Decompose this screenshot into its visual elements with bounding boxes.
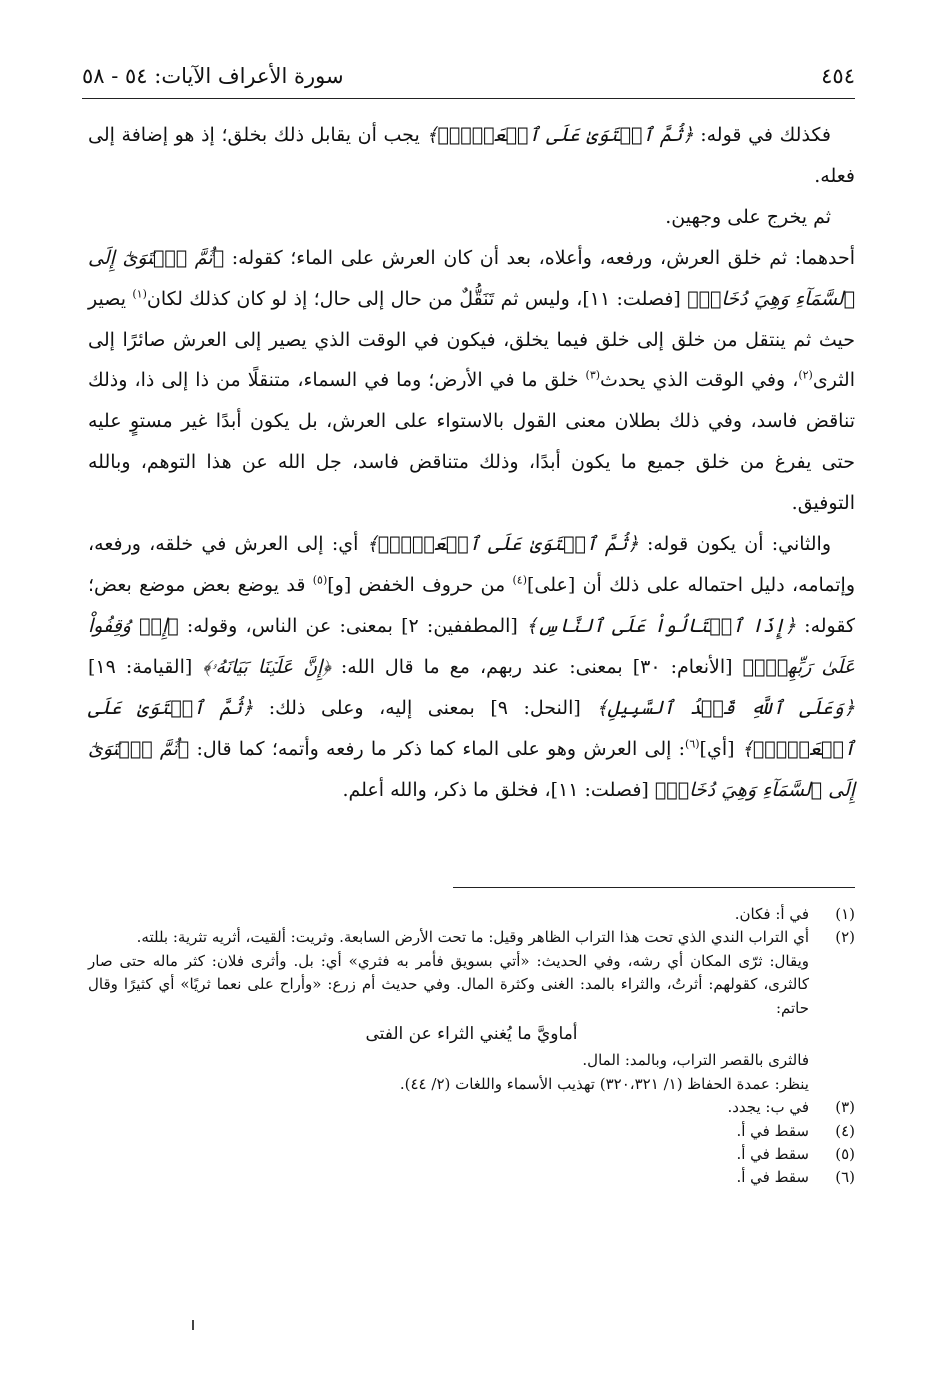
footnote-item — [88, 1120, 855, 1143]
footnote-number: (١) — [835, 905, 855, 923]
text-run: خلق ما في الأرض؛ وما في السماء، متنقلًا من ذا إلى ذا، وذلك تناقض فاسد، وفي ذلك بطلان معنى القول بالاستواء على العرش، بل يكون أبدًا غير مستوٍ عليه حتى يفرغ من خلق جميع ما يكون أبدًا، وذلك متناقض فاسد، جل الله عن هذا التوهم، وبالله التوفيق. — [88, 369, 855, 515]
footnote-ref[interactable]: (١) — [132, 287, 147, 301]
text-run: : إلى العرش وهو على الماء كما ذكر ما رفعه وأتمه؛ كما قال: — [189, 737, 686, 760]
text-run: [النحل: ٩] بمعنى إليه، وعلى ذلك: — [253, 696, 597, 719]
footnote-item — [88, 926, 855, 949]
text-run: [القيامة: ١٩] — [88, 655, 203, 678]
footnote-item — [88, 1143, 855, 1166]
footnotes — [88, 903, 855, 1190]
footnote-number: (٦) — [835, 1168, 855, 1187]
footnote-ref[interactable]: (٤) — [512, 573, 527, 587]
footnote-text: أي التراب الندي الذي تحت هذا التراب الظاهر وقيل: ما تحت الأرض السابعة. وثريت: ألقيت، أثريه تثرية: بللته. — [136, 928, 809, 947]
quran-verse: ﴿ثُمَّ ٱسۡتَوَىٰٓ إِلَى ٱلسَّمَآءِ وَهِيَ دُخَانٞ﴾ — [88, 737, 855, 801]
footnote-number: (٣) — [835, 1098, 855, 1117]
main-text — [88, 115, 855, 810]
footnote-text: في ب: يجدد. — [727, 1098, 809, 1117]
footnote-item — [88, 1096, 855, 1119]
footnote-ref[interactable]: (٥) — [312, 573, 328, 587]
page-number: ٤٥٤ — [821, 64, 855, 88]
footnote-ref[interactable]: (٢) — [798, 369, 813, 383]
footnote-number: (٥) — [835, 1145, 855, 1164]
footnote-item — [88, 903, 855, 926]
footnote-text: في أ: فكان. — [734, 905, 809, 923]
quran-verse: ﴿ثُمَّ ٱسۡتَوَىٰ عَلَى ٱلۡعَرۡشِۖ﴾ — [426, 124, 694, 146]
text-run: أحدهما: ثم خلق العرش، ورفعه، وأعلاه، بعد أن كان العرش على الماء؛ كقوله: — [224, 246, 855, 269]
text-run: من حروف الخفض [و] — [327, 573, 513, 596]
quran-verse: ﴿وَعَلَى ٱللَّهِ قَصۡدُ ٱلسَّبِيلِ﴾ — [596, 696, 855, 719]
footnote-text: سقط في أ. — [736, 1121, 809, 1140]
text-run: يجب أن يقابل ذلك بخلق؛ إذ هو إضافة إلى فعله. — [88, 124, 855, 187]
text-run: والثاني: أن يكون قوله: — [638, 533, 832, 556]
text-run: فكذلك في قوله: — [693, 124, 831, 146]
text-run: ، وفي الوقت الذي يحدث — [600, 369, 799, 392]
footnote-number: (٢) — [835, 928, 855, 947]
footnote-ref[interactable]: (٦) — [685, 737, 700, 751]
footnote-item — [88, 1166, 855, 1189]
footnote-divider — [453, 887, 855, 888]
quran-verse: ﴿إِذۡ وُقِفُواْ عَلَىٰ رَبِّهِمۡۚ﴾ — [88, 614, 855, 678]
running-title: سورة الأعراف الآيات: ٥٤ - ٥٨ — [82, 64, 344, 88]
paragraph-4 — [88, 524, 855, 810]
footnote-number: (٤) — [835, 1121, 855, 1140]
poem-verse: أماويَّ ما يُغني الثراء عن الفتى — [365, 1024, 578, 1045]
footnote-ref[interactable]: (٣) — [585, 369, 601, 383]
footnote-reference: ينظر: عمدة الحفاظ (١/ ٣٢٠،٣٢١) تهذيب الأسماء واللغات (٢/ ٤٤). — [399, 1074, 809, 1093]
footnote-continuation: ويقال: ثرّى المكان أي رشه، وفي الحديث: «أتي بسويق فأمر به فثري» أي: بل. وأثرى فلان: كثر ماله حتى صار كالثرى، كقولهم: أثرتُ، والثراء بالمد: الغنى وكثرة المال. وفي حديث أم زرع: «وأراح على نعما ثريًا» أي كثيرًا وقال حاتم: — [88, 951, 809, 1017]
paragraph-1 — [88, 115, 855, 197]
text-run: [فصلت: ١١]، فخلق ما ذكر، والله أعلم. — [342, 778, 655, 801]
quran-verse: ﴿ثُمَّ ٱسۡتَوَىٰ عَلَى ٱلۡعَرۡشِۖ﴾ — [88, 696, 855, 760]
text-run: قد يوضع بعض موضع بعض؛ كقوله: — [88, 573, 856, 637]
footnote-text: سقط في أ. — [736, 1168, 809, 1187]
scan-mark — [192, 1320, 194, 1330]
footnote-text: سقط في أ. — [736, 1145, 809, 1164]
text-run: [أي] — [699, 737, 742, 760]
page-header — [82, 58, 855, 99]
text-run: [فصلت: ١١]، وليس ثم تَنَقُّلٌ من حال إلى حال؛ إذ لو كان كذلك لكان — [146, 287, 688, 310]
footnote-continuation: فالثرى بالقصر التراب، وبالمد: المال. — [582, 1051, 809, 1070]
quran-verse: ﴿إِنَّ عَلَيۡنَا بَيَانَهُۥ﴾ — [202, 655, 331, 678]
text-run: [الأنعام: ٣٠] بمعنى: عند ربهم، مع ما قال الله: — [330, 655, 743, 678]
text-run: أي: إلى العرش في خلقه، ورفعه، وإتمامه، دليل احتماله على ذلك أن [على] — [88, 533, 856, 596]
quran-verse: ﴿ثُمَّ ٱسۡتَوَىٰٓ إِلَى ٱلسَّمَآءِ وَهِيَ دُخَانٞ﴾ — [88, 246, 855, 310]
paragraph-2: ثم يخرج على وجهين. — [665, 205, 831, 228]
text-run: [المطففين: ٢] بمعنى: عن الناس، وقوله: — [178, 614, 526, 637]
text-run: يصير حيث ثم ينتقل من خلق إلى خلق فيما يخلق، فيكون في الوقت الذي يصير إلى العرش صائرًا إلى الثرى — [88, 287, 855, 392]
quran-verse: ﴿إِذَا ٱكۡتَالُواْ عَلَى ٱلنَّاسِ﴾ — [525, 614, 796, 637]
quran-verse: ﴿ثُمَّ ٱسۡتَوَىٰ عَلَى ٱلۡعَرۡشِۖ﴾ — [366, 533, 639, 556]
paragraph-3 — [88, 238, 855, 524]
